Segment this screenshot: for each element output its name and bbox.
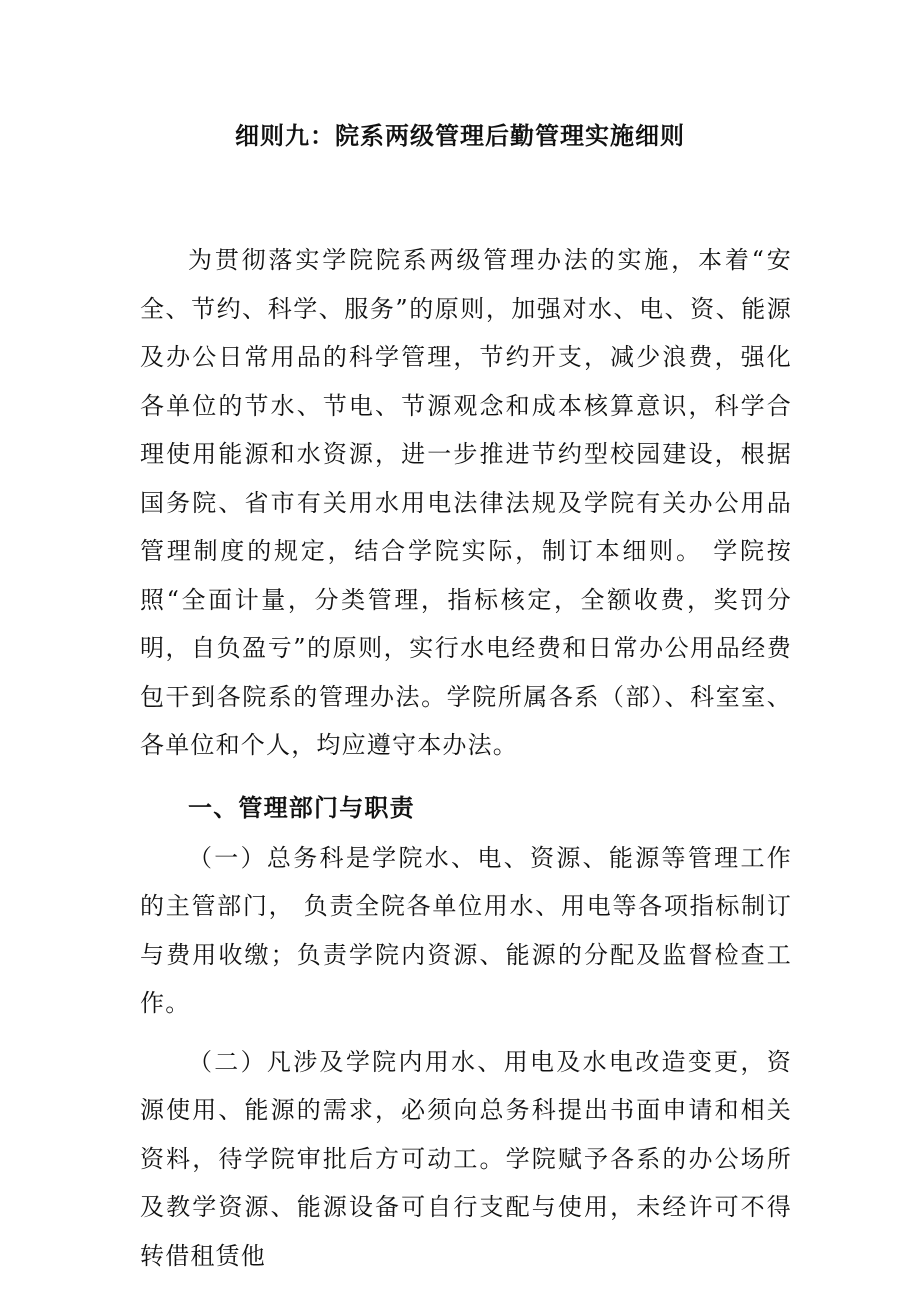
document-title: 细则九：院系两级管理后勤管理实施细则 xyxy=(235,121,685,150)
section-1-paragraph-1: （一）总务科是学院水、电、资源、能源等管理工作的主管部门， 负责全院各单位用水、用电等各项指标制订与费用收缴；负责学院内资源、能源的分配及监督检查工作。 xyxy=(140,843,792,1017)
section-1-paragraph-2: （二）凡涉及学院内用水、用电及水电改造变更，资源使用、能源的需求，必须向总务科提出书面申请和相关资料，待学院审批后方可动工。学院赋予各系的办公场所及教学资源、能源设备可自行支配与使用，未经许可不得转借租赁他 xyxy=(140,1047,792,1270)
document-body xyxy=(140,236,792,1280)
section-heading-1: 一、管理部门与职责 xyxy=(188,792,415,822)
intro-paragraph: 为贯彻落实学院院系两级管理办法的实施，本着“安全、节约、科学、服务”的原则，加强对水、电、资、能源及办公日常用品的科学管理，节约开支，减少浪费，强化各单位的节水、节电、节源观念和成本核算意识，科学合理使用能源和水资源，进一步推进节约型校园建设，根据国务院、省市有关用水用电法律法规及学院有关办公用品管理制度的规定，结合学院实际，制订本细则。 学院按照“全面计量，分类管理，指标核定，全额收费，奖罚分明，自负盈亏”的原则，实行水电经费和日常办公用品经费包干到各院系的管理办法。学院所属各系（部）、科室室、各单位和个人，均应遵守本办法。 xyxy=(140,246,792,759)
